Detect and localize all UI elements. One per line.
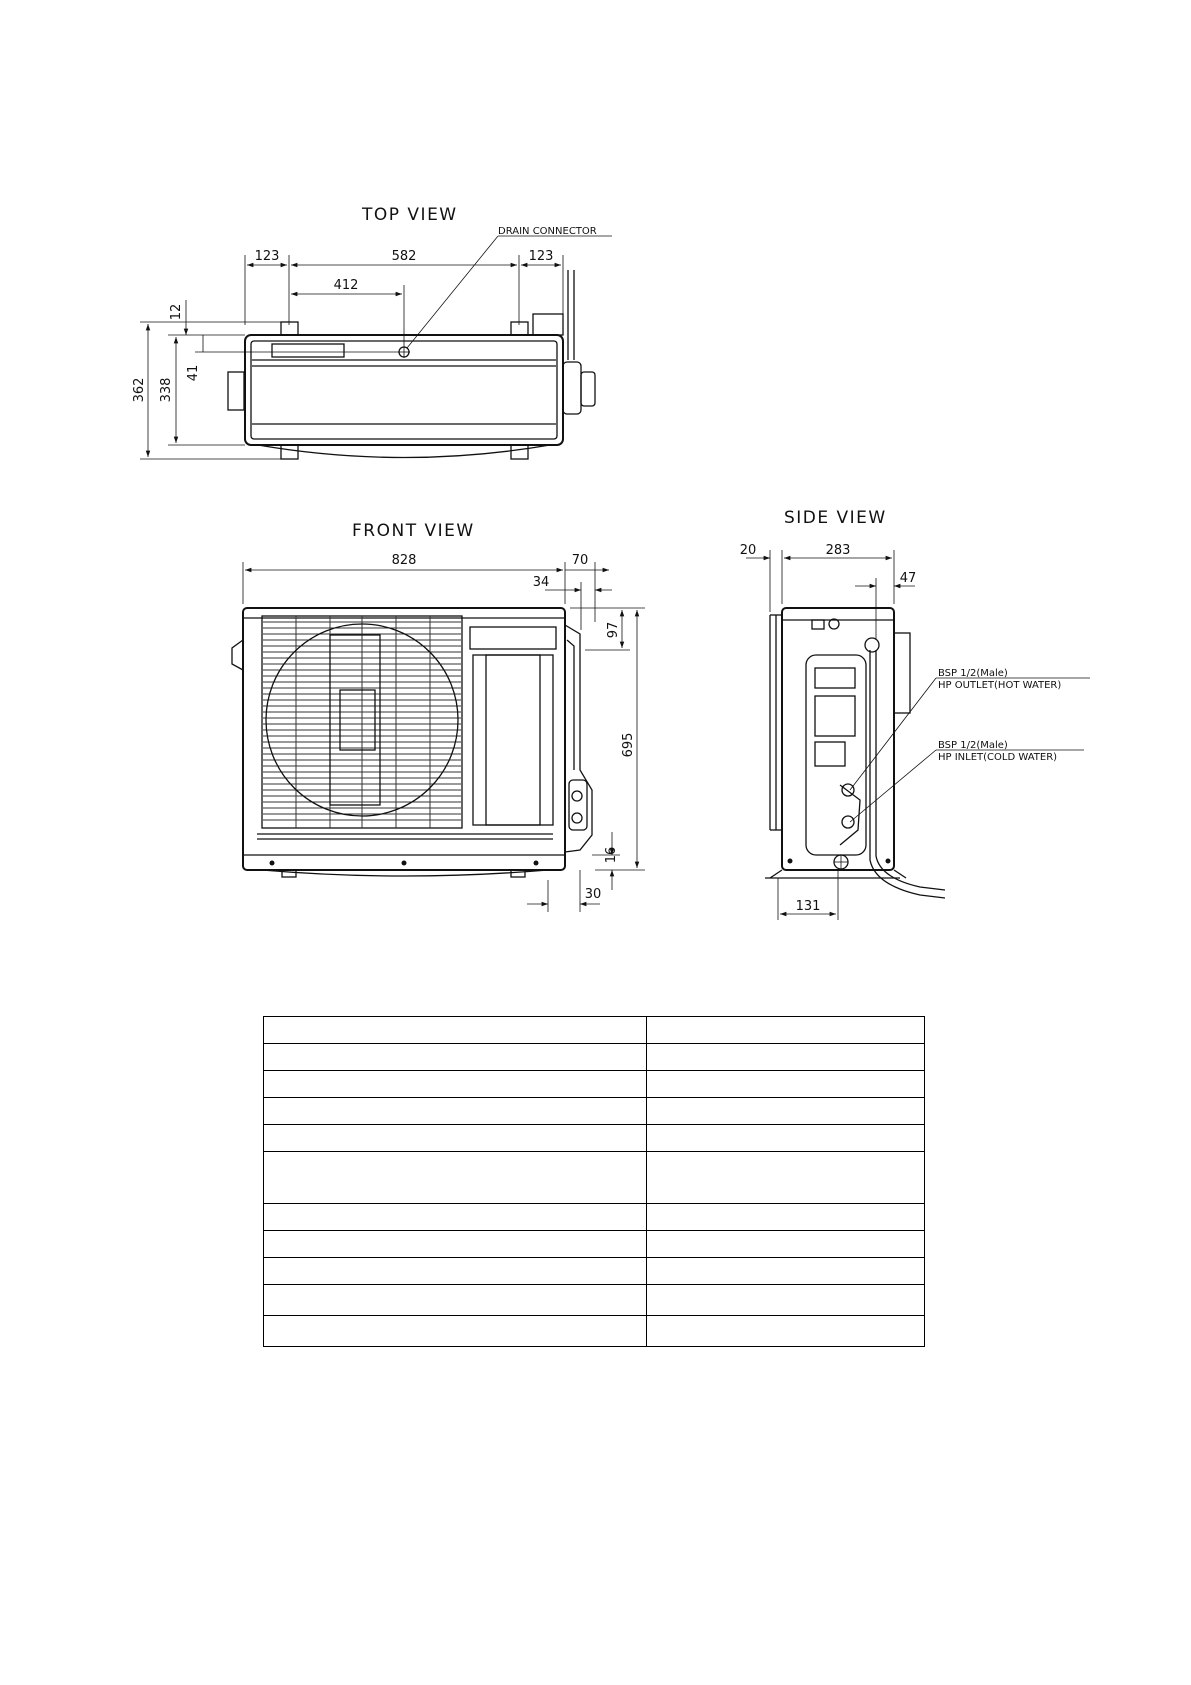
side-view-title: SIDE VIEW: [784, 508, 887, 528]
spec-table-row: [264, 1098, 925, 1125]
spec-label-cell: [264, 1204, 647, 1231]
spec-table-row: [264, 1125, 925, 1152]
dim-side-depth: 283: [825, 543, 851, 558]
spec-table: [263, 1016, 925, 1347]
dim-side-valve: 47: [899, 571, 917, 586]
spec-label-cell: [264, 1125, 647, 1152]
spec-label-cell: [264, 1044, 647, 1071]
dim-top-depth-338: 338: [159, 377, 174, 403]
dim-top-depth-362: 362: [132, 377, 147, 403]
spec-table-row: [264, 1017, 925, 1044]
spec-label-cell: [264, 1285, 647, 1316]
dim-top-left-offset: 123: [254, 249, 280, 264]
dim-top-right-offset: 123: [528, 249, 554, 264]
dim-front-top-97: 97: [606, 621, 621, 639]
spec-table-row: [264, 1204, 925, 1231]
dim-front-foot-16: 16: [604, 846, 619, 864]
inlet-label: HP INLET(COLD WATER): [938, 752, 1058, 763]
spec-value-cell: [647, 1231, 925, 1258]
side-view-outline: [782, 608, 894, 870]
inlet-size: BSP 1/2(Male): [938, 740, 1008, 751]
top-view: [132, 205, 612, 459]
spec-label-cell: [264, 1258, 647, 1285]
dim-top-depth-a: 12: [169, 303, 184, 321]
spec-table-row: [264, 1071, 925, 1098]
spec-label-cell: [264, 1017, 647, 1044]
dim-side-fins: 20: [739, 543, 757, 558]
dim-front-foot-30: 30: [584, 887, 602, 902]
dim-top-width: 582: [391, 249, 417, 264]
dim-top-drain-x: 412: [333, 278, 359, 293]
spec-label-cell: [264, 1098, 647, 1125]
spec-table-row: [264, 1258, 925, 1285]
spec-value-cell: [647, 1071, 925, 1098]
dim-side-foot: 131: [795, 899, 821, 914]
side-view: [740, 508, 1090, 920]
dim-front-offset-34: 34: [532, 575, 550, 590]
spec-label-cell: [264, 1231, 647, 1258]
spec-table-row: [264, 1231, 925, 1258]
spec-table-row: [264, 1152, 925, 1204]
outlet-size: BSP 1/2(Male): [938, 668, 1008, 679]
spec-value-cell: [647, 1044, 925, 1071]
front-view: [232, 521, 645, 912]
spec-table-row: [264, 1044, 925, 1071]
spec-table-row: [264, 1316, 925, 1347]
spec-label-cell: [264, 1152, 647, 1204]
spec-value-cell: [647, 1017, 925, 1044]
front-view-outline: [243, 608, 565, 870]
spec-value-cell: [647, 1258, 925, 1285]
front-view-title: FRONT VIEW: [352, 521, 475, 541]
spec-table-row: [264, 1285, 925, 1316]
top-view-title: TOP VIEW: [362, 205, 458, 225]
spec-label-cell: [264, 1071, 647, 1098]
spec-value-cell: [647, 1204, 925, 1231]
outlet-label: HP OUTLET(HOT WATER): [938, 680, 1062, 691]
drain-connector-note: DRAIN CONNECTOR: [498, 226, 597, 237]
dim-top-depth-b: 41: [186, 364, 201, 382]
spec-value-cell: [647, 1152, 925, 1204]
spec-value-cell: [647, 1285, 925, 1316]
dim-front-handle: 70: [571, 553, 589, 568]
dim-front-height: 695: [621, 732, 636, 758]
dim-front-width: 828: [391, 553, 417, 568]
spec-label-cell: [264, 1316, 647, 1347]
spec-value-cell: [647, 1098, 925, 1125]
spec-value-cell: [647, 1316, 925, 1347]
spec-value-cell: [647, 1125, 925, 1152]
